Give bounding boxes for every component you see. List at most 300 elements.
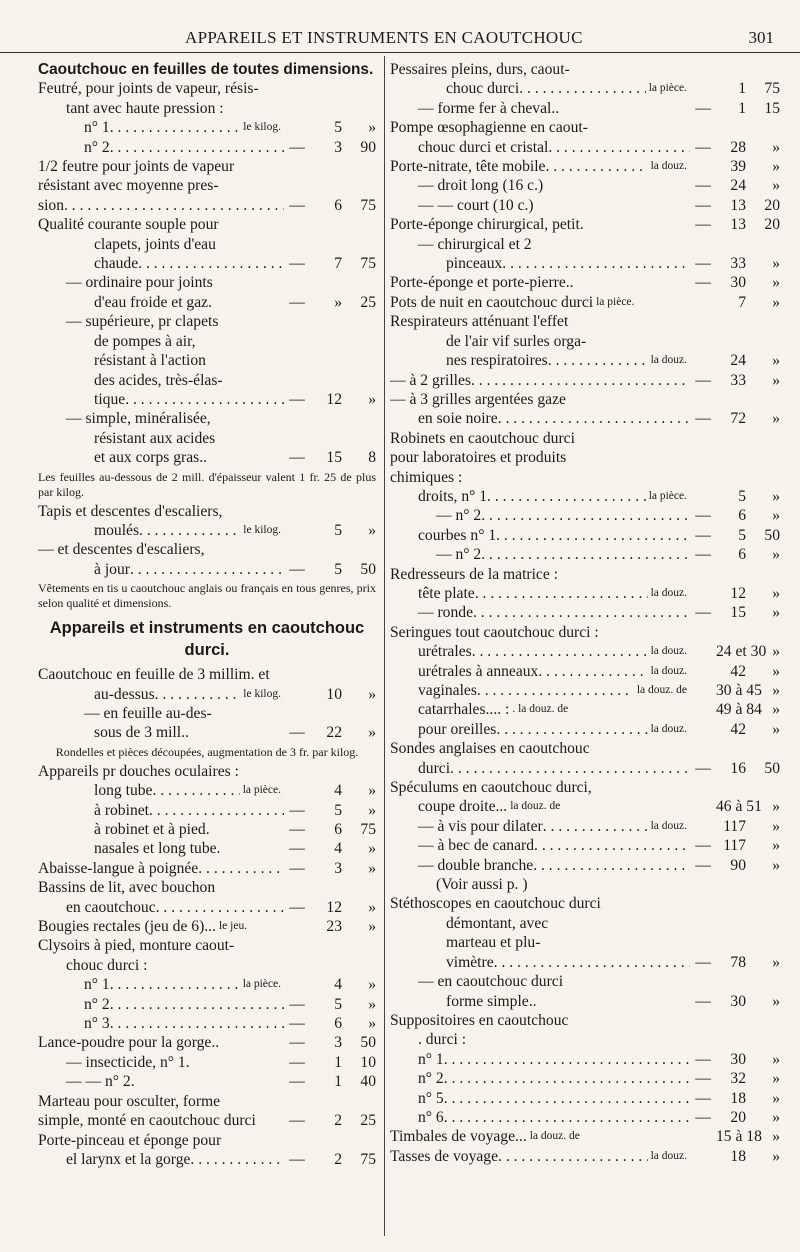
entry-description xyxy=(390,371,690,390)
entry-line xyxy=(38,762,284,781)
entry-description xyxy=(38,859,284,878)
price xyxy=(690,953,780,972)
price-francs: 30 xyxy=(730,992,746,1010)
entry-line xyxy=(390,603,690,622)
entry-line xyxy=(390,215,690,234)
price-francs: 15 à 18 xyxy=(716,1128,762,1146)
price xyxy=(690,1050,780,1069)
entry-line xyxy=(38,1072,284,1091)
entry-line xyxy=(38,273,284,292)
catalog-entry xyxy=(390,603,780,622)
right-column xyxy=(390,60,780,1166)
price-francs: 39 xyxy=(730,158,746,176)
price-centimes: » xyxy=(772,507,780,525)
ditto-mark: — xyxy=(695,953,711,971)
catalog-entry xyxy=(390,642,780,661)
entry-line xyxy=(390,448,780,467)
catalog-entry xyxy=(38,1014,376,1033)
ditto-mark xyxy=(284,781,310,800)
dot-leader xyxy=(502,254,690,273)
catalog-entry xyxy=(38,79,376,118)
entry-line xyxy=(38,99,376,118)
dot-leader xyxy=(125,390,284,409)
dot-leader xyxy=(487,487,646,506)
entry-text: chaude xyxy=(94,255,139,273)
entry-line xyxy=(38,157,284,176)
catalog-entry xyxy=(38,665,376,704)
price-francs: 23 xyxy=(326,918,342,936)
entry-text: Appareils pr douches oculaires : xyxy=(38,762,239,780)
price-francs: 24 et 30 xyxy=(716,643,767,661)
entry-text: à jour xyxy=(94,560,130,578)
entry-description xyxy=(390,623,780,642)
dot-leader xyxy=(498,409,690,428)
entry-line xyxy=(390,1069,690,1088)
entry-description xyxy=(390,817,690,836)
entry-description xyxy=(38,1014,284,1033)
catalog-entry xyxy=(390,662,780,681)
entry-text: pour laboratoires et produits xyxy=(390,449,567,467)
price-centimes: » xyxy=(772,1070,780,1088)
entry-text: n° 1 xyxy=(84,119,110,137)
price-centimes: » xyxy=(772,177,780,195)
price-centimes: » xyxy=(772,371,780,389)
price-unit: la pièce. xyxy=(242,784,281,797)
entry-description xyxy=(390,894,690,972)
entry-description xyxy=(38,79,376,118)
entry-text: pinceaux xyxy=(446,255,503,273)
entry-line xyxy=(390,138,690,157)
price xyxy=(690,409,780,428)
catalog-entry xyxy=(390,157,780,176)
price-francs: 72 xyxy=(730,410,746,428)
entry-line xyxy=(38,312,284,331)
price-francs: 7 xyxy=(334,255,342,273)
ditto-mark: — xyxy=(289,1034,305,1052)
price-unit: la douz. xyxy=(650,586,687,599)
entry-description xyxy=(38,975,284,994)
entry-description xyxy=(390,429,780,487)
entry-description xyxy=(38,1131,284,1170)
ditto-mark: — xyxy=(289,1073,305,1091)
price-francs: 4 xyxy=(334,782,342,800)
entry-text: Qualité courante souple pour xyxy=(38,216,219,234)
entry-line xyxy=(390,371,690,390)
entry-text: chouc durci xyxy=(446,80,520,98)
entry-description xyxy=(390,390,690,429)
price xyxy=(690,254,780,273)
price-francs: 78 xyxy=(730,953,746,971)
price xyxy=(284,138,376,157)
price-centimes: » xyxy=(368,685,376,703)
dot-leader xyxy=(190,1150,284,1169)
entry-description xyxy=(390,836,690,855)
ditto-mark: — xyxy=(695,1089,711,1107)
ditto-mark: — xyxy=(289,995,305,1013)
entry-line xyxy=(38,235,284,254)
dot-leader xyxy=(138,254,284,273)
entry-description xyxy=(390,1127,690,1146)
entry-text: Robinets en caoutchouc durci xyxy=(390,429,575,447)
price-centimes: 50 xyxy=(764,759,780,777)
entry-line xyxy=(390,1011,780,1030)
price-francs: 7 xyxy=(738,293,746,311)
catalog-entry xyxy=(390,1108,780,1127)
dot-leader xyxy=(110,975,240,994)
price-francs: 22 xyxy=(326,724,342,742)
entry-text: n° 2 xyxy=(84,995,110,1013)
ditto-mark: — xyxy=(695,1070,711,1088)
ditto-mark: — xyxy=(695,992,711,1010)
entry-text: el larynx et la gorge xyxy=(66,1150,191,1168)
catalog-entry xyxy=(38,215,376,273)
entry-text: — n° 2 xyxy=(436,507,482,525)
price-unit: la douz. xyxy=(650,160,687,173)
ditto-mark: — xyxy=(289,1053,305,1071)
catalog-entry xyxy=(38,138,376,157)
price-unit: la douz. xyxy=(650,819,687,832)
catalog-entry xyxy=(390,856,780,875)
price-francs: 117 xyxy=(723,837,746,855)
price-centimes: 75 xyxy=(360,255,376,273)
price-francs: 12 xyxy=(326,898,342,916)
ditto-mark xyxy=(690,293,716,312)
entry-description xyxy=(38,704,284,743)
dot-leader xyxy=(471,371,690,390)
entry-text: en soie noire xyxy=(418,410,498,428)
entry-description xyxy=(38,820,284,839)
entry-text: démontant, avec xyxy=(446,914,549,932)
entry-line xyxy=(38,390,284,409)
price-unit: la douz. xyxy=(650,645,687,658)
entry-description xyxy=(38,312,284,409)
entry-line xyxy=(390,972,690,991)
catalog-entry xyxy=(38,540,376,579)
dot-leader xyxy=(444,1108,690,1127)
price xyxy=(690,371,780,390)
price xyxy=(690,526,780,545)
price xyxy=(284,560,376,579)
entry-text: — à vis pour dilater xyxy=(418,817,543,835)
entry-description xyxy=(38,801,284,820)
entry-description xyxy=(390,176,690,195)
entry-text: n° 2 xyxy=(418,1070,444,1088)
entry-line xyxy=(38,956,376,975)
price-francs: 30 xyxy=(730,1050,746,1068)
catalog-entry xyxy=(390,623,780,642)
price xyxy=(690,176,780,195)
entry-line xyxy=(390,720,690,739)
entry-text: long tube xyxy=(94,782,153,800)
ditto-mark: — xyxy=(695,856,711,874)
entry-line xyxy=(38,1111,284,1130)
ditto-mark xyxy=(690,1127,716,1146)
price xyxy=(690,836,780,855)
price-francs: 5 xyxy=(334,119,342,137)
entry-description xyxy=(38,762,284,801)
entry-line xyxy=(390,99,690,118)
price-centimes: 75 xyxy=(360,1150,376,1168)
entry-line xyxy=(390,487,690,506)
entry-text: pour oreilles xyxy=(418,720,497,738)
entry-text: de pompes à air, xyxy=(94,332,196,350)
entry-line xyxy=(390,642,690,661)
entry-line xyxy=(38,254,284,273)
price-centimes: » xyxy=(368,119,376,137)
price xyxy=(284,839,376,858)
price-francs: 20 xyxy=(730,1108,746,1126)
entry-line xyxy=(38,723,284,742)
price-centimes: » xyxy=(772,798,780,816)
price xyxy=(690,215,780,234)
entry-line xyxy=(390,118,690,137)
entry-line xyxy=(390,992,690,1011)
entry-text: Abaisse-langue à poignée xyxy=(38,859,199,877)
catalog-entry xyxy=(38,878,376,917)
price-francs: 32 xyxy=(730,1070,746,1088)
price xyxy=(284,196,376,215)
price-centimes: » xyxy=(772,487,780,505)
price xyxy=(690,1127,780,1146)
price-centimes: » xyxy=(368,898,376,916)
catalog-entry xyxy=(390,235,780,274)
price xyxy=(284,390,376,409)
dot-leader xyxy=(198,859,284,878)
price-francs: 24 xyxy=(730,352,746,370)
entry-description xyxy=(390,526,690,545)
entry-line xyxy=(38,540,284,559)
entry-line xyxy=(390,584,690,603)
ditto-mark: — xyxy=(289,801,305,819)
entry-description xyxy=(390,1147,690,1166)
price-centimes: » xyxy=(772,992,780,1010)
price-unit: la douz. xyxy=(650,1149,687,1162)
entry-line xyxy=(38,332,284,351)
dot-leader xyxy=(496,720,647,739)
ditto-mark: — xyxy=(695,371,711,389)
price-unit: . la douz. de xyxy=(512,703,569,716)
price-centimes: » xyxy=(772,293,780,311)
entry-text: durci xyxy=(418,759,451,777)
price xyxy=(284,801,376,820)
dot-leader xyxy=(538,662,647,681)
price-centimes: » xyxy=(772,662,780,680)
entry-line xyxy=(38,685,284,704)
price xyxy=(690,584,780,603)
price-centimes: 75 xyxy=(360,196,376,214)
catalog-entry xyxy=(390,196,780,215)
entry-line xyxy=(390,856,690,875)
price-centimes: » xyxy=(772,1128,780,1146)
price-centimes: » xyxy=(368,390,376,408)
entry-text: simple, monté en caoutchouc durci xyxy=(38,1112,256,1130)
entry-line xyxy=(390,293,690,312)
price-centimes: » xyxy=(772,274,780,292)
price xyxy=(690,1069,780,1088)
price-francs: 5 xyxy=(334,995,342,1013)
catalog-entry xyxy=(38,273,376,312)
price-francs: 3 xyxy=(334,1034,342,1052)
price-centimes: » xyxy=(772,643,780,661)
entry-line xyxy=(390,409,690,428)
price xyxy=(284,685,376,704)
dot-leader xyxy=(481,545,690,564)
entry-text: — à bec de canard xyxy=(418,837,535,855)
price xyxy=(284,859,376,878)
catalog-entry xyxy=(38,118,376,137)
dot-leader xyxy=(130,560,284,579)
entry-text: tant avec haute pression : xyxy=(66,99,224,117)
entry-text: nes respiratoires xyxy=(446,352,548,370)
catalog-entry xyxy=(390,176,780,195)
ditto-mark xyxy=(690,720,716,739)
entry-text: Caoutchouc en feuille de 3 millim. et xyxy=(38,666,270,684)
entry-description xyxy=(390,545,690,564)
entry-text: Spéculums en caoutchouc durci, xyxy=(390,779,592,797)
entry-line xyxy=(38,801,284,820)
entry-line xyxy=(38,878,284,897)
price-unit: la douz. de xyxy=(529,1130,580,1143)
ditto-mark: — xyxy=(695,507,711,525)
price-centimes: » xyxy=(772,1089,780,1107)
price-francs: 28 xyxy=(730,138,746,156)
dot-leader xyxy=(444,1089,690,1108)
entry-description xyxy=(38,917,284,936)
entry-text: — double branche xyxy=(418,856,534,874)
catalog-entry xyxy=(38,704,376,743)
entry-line xyxy=(38,820,284,839)
entry-line xyxy=(390,739,690,758)
entry-text: — et descentes d'escaliers, xyxy=(38,541,205,559)
price-francs: 90 xyxy=(730,856,746,874)
price xyxy=(690,196,780,215)
price xyxy=(690,700,780,719)
price-francs: 6 xyxy=(738,507,746,525)
price-francs: 33 xyxy=(730,255,746,273)
entry-line xyxy=(390,506,690,525)
entry-line xyxy=(38,995,284,1014)
price-unit: le jeu. xyxy=(218,920,248,933)
price-francs: 30 xyxy=(730,274,746,292)
ditto-mark: — xyxy=(289,449,305,467)
entry-description xyxy=(390,565,780,584)
price-centimes: » xyxy=(368,840,376,858)
dot-leader xyxy=(545,157,647,176)
price-centimes: » xyxy=(772,682,780,699)
catalog-entry xyxy=(38,936,376,975)
catalog-entry xyxy=(390,1011,780,1050)
ditto-mark: — xyxy=(695,759,711,777)
price xyxy=(690,157,780,176)
catalog-entry xyxy=(390,293,780,312)
ditto-mark xyxy=(690,817,716,836)
ditto-mark: — xyxy=(289,196,305,214)
page-number: 301 xyxy=(748,28,774,47)
ditto-mark: — xyxy=(289,138,305,156)
entry-text: — — court (10 c.) xyxy=(418,196,534,214)
catalog-entry xyxy=(390,215,780,234)
entry-text: n° 1 xyxy=(418,1050,444,1068)
price-francs: 42 xyxy=(730,720,746,738)
entry-description xyxy=(390,681,690,700)
entry-text: moulés xyxy=(94,521,140,539)
entry-description xyxy=(390,662,690,681)
entry-line xyxy=(38,1033,284,1052)
dot-leader xyxy=(477,681,634,700)
catalog-entry xyxy=(38,1033,376,1052)
catalog-entry xyxy=(390,894,780,972)
entry-description xyxy=(390,293,690,312)
entry-text: . durci : xyxy=(418,1031,467,1049)
entry-description xyxy=(38,1033,284,1052)
entry-text: Marteau pour osculter, forme xyxy=(38,1092,221,1110)
ditto-mark xyxy=(690,681,716,700)
dot-leader xyxy=(156,898,284,917)
price xyxy=(284,1150,376,1169)
dot-leader xyxy=(152,781,239,800)
entry-line xyxy=(38,409,284,428)
entry-text: — à 3 grilles argentées gaze xyxy=(390,390,566,408)
ditto-mark: — xyxy=(289,898,305,916)
entry-description xyxy=(390,603,690,622)
dot-leader xyxy=(548,351,648,370)
entry-line xyxy=(390,1089,690,1108)
entry-text: à robinet et à pied. xyxy=(94,821,210,838)
entry-line xyxy=(38,1092,284,1111)
entry-description xyxy=(390,642,690,661)
price xyxy=(284,917,376,936)
dot-leader xyxy=(475,584,648,603)
entry-text: en caoutchouc xyxy=(66,898,156,916)
entry-line xyxy=(390,526,690,545)
ditto-mark: — xyxy=(289,724,305,742)
ditto-mark: — xyxy=(695,837,711,855)
catalog-entry xyxy=(390,99,780,118)
entry-line xyxy=(390,254,690,273)
entry-line xyxy=(38,196,284,215)
price xyxy=(690,603,780,622)
entry-text: courbes n° 1 xyxy=(418,526,497,544)
price xyxy=(284,723,376,742)
price xyxy=(690,1089,780,1108)
price-unit: la douz. de xyxy=(510,800,561,813)
catalog-entry xyxy=(390,1127,780,1146)
entry-line xyxy=(38,118,284,137)
price-francs: 13 xyxy=(730,196,746,214)
entry-text: Seringues tout caoutchouc durci : xyxy=(390,623,599,641)
catalog-entry xyxy=(390,836,780,855)
entry-text: sous de 3 mill.. xyxy=(94,724,189,742)
dot-leader xyxy=(519,79,646,98)
entry-description xyxy=(38,878,284,917)
catalog-entry xyxy=(38,1092,376,1131)
dot-leader xyxy=(110,138,284,157)
price-centimes: 20 xyxy=(764,216,780,234)
catalog-entry xyxy=(390,1147,780,1166)
catalog-entry xyxy=(390,371,780,390)
entry-text: n° 3 xyxy=(84,1015,110,1033)
entry-description xyxy=(38,1092,284,1131)
entry-description xyxy=(390,196,690,215)
entry-text: n° 6 xyxy=(418,1108,444,1126)
entry-text: Redresseurs de la matrice : xyxy=(390,565,558,583)
price xyxy=(690,506,780,525)
ditto-mark xyxy=(690,700,716,719)
price xyxy=(690,351,780,370)
entry-description xyxy=(390,273,690,292)
ditto-mark: — xyxy=(289,1112,305,1130)
ditto-mark xyxy=(690,351,716,370)
